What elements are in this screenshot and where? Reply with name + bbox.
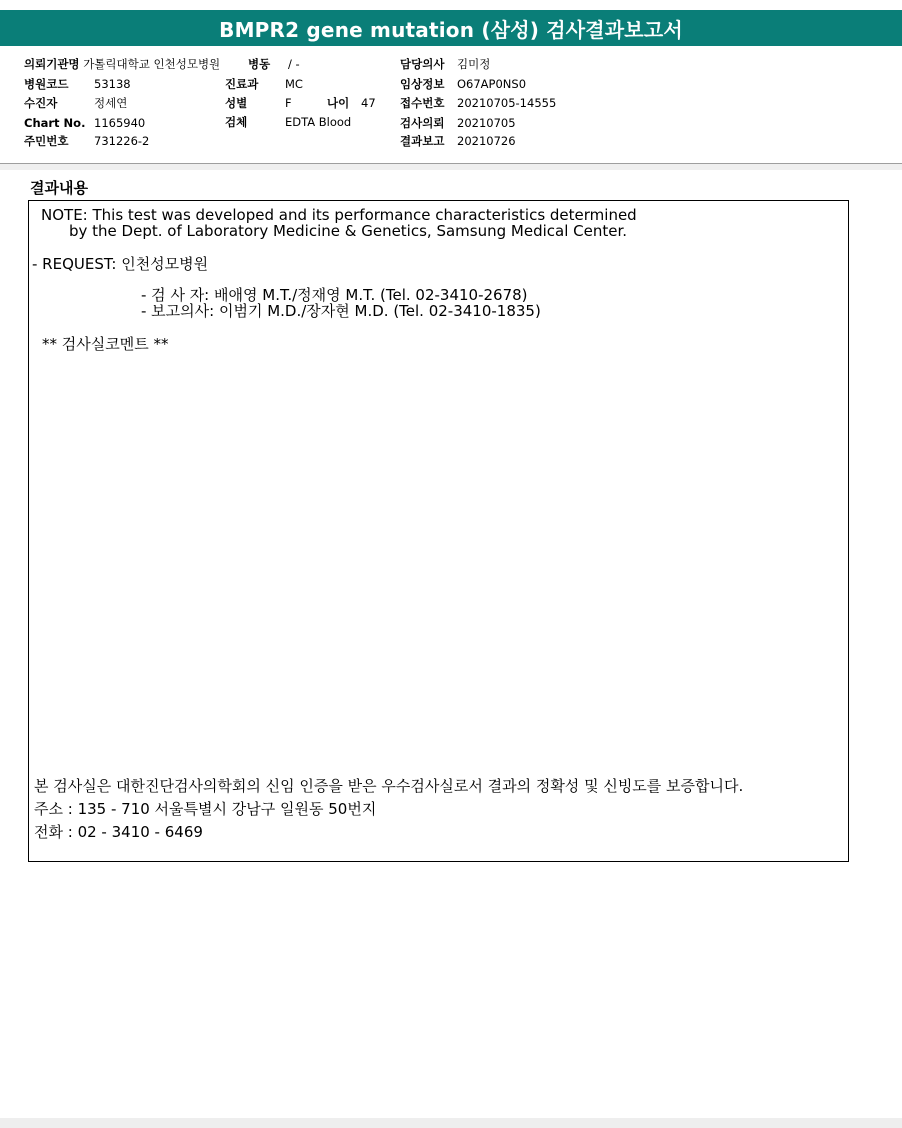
institution-value: 가톨릭대학교 인천성모병원 (83, 57, 221, 71)
ward-row (248, 57, 300, 71)
patient-label: 수진자 (24, 96, 58, 110)
chart-no-label: Chart No. (24, 116, 86, 130)
department-value: MC (285, 77, 303, 91)
request-date-label: 검사의뢰 (400, 116, 445, 130)
clinical-info-value: O67AP0NS0 (457, 77, 527, 91)
sex-row (225, 96, 292, 110)
hospital-code-value: 53138 (94, 77, 131, 91)
header-divider (0, 163, 902, 170)
receipt-no-label: 접수번호 (400, 96, 445, 110)
address-text: 주소 : 135 - 710 서울특별시 강남구 일원동 50번지 (34, 800, 377, 818)
age-value: 47 (361, 96, 376, 110)
resident-no-row (24, 134, 149, 148)
attending-value: 김미정 (457, 57, 491, 71)
attending-row (400, 57, 490, 71)
sex-value: F (285, 96, 292, 110)
ward-label: 병동 (248, 57, 271, 71)
clinical-info-row (400, 77, 526, 91)
receipt-no-row (400, 96, 556, 110)
patient-value: 정세연 (94, 96, 128, 110)
attending-label: 담당의사 (400, 57, 445, 71)
clinical-info-label: 임상정보 (400, 77, 445, 91)
department-row (225, 77, 303, 91)
lab-comment-heading: ** 검사실코멘트 ** (42, 335, 169, 353)
hospital-code-row (24, 77, 131, 91)
phone-text: 전화 : 02 - 3410 - 6469 (34, 823, 203, 841)
certification-text: 본 검사실은 대한진단검사의학회의 신임 인증을 받은 우수검사실로서 결과의 정확성 및 신빙도를 보증합니다. (34, 777, 744, 795)
institution-row (24, 57, 220, 71)
institution-label: 의뢰기관명 (24, 57, 80, 71)
chart-no-value: 1165940 (94, 116, 146, 130)
examiner-line: - 검 사 자: 배애영 M.T./정재영 M.T. (Tel. 02-3410-2678) (141, 286, 528, 304)
specimen-value: EDTA Blood (285, 115, 352, 129)
receipt-no-value: 20210705-14555 (457, 96, 557, 110)
result-section-title: 결과내용 (30, 179, 88, 197)
patient-row (24, 96, 127, 110)
chart-no-row (24, 116, 145, 130)
report-date-row (400, 134, 516, 148)
resident-no-label: 주민번호 (24, 134, 69, 148)
age-row (327, 96, 376, 110)
result-box (28, 200, 849, 862)
note-line-1: NOTE: This test was developed and its performance characteristics determined (41, 206, 637, 224)
report-date-label: 결과보고 (400, 134, 445, 148)
reporter-line: - 보고의사: 이범기 M.D./장자현 M.D. (Tel. 02-3410-1835) (141, 302, 541, 320)
ward-value: / - (288, 57, 300, 71)
request-line: - REQUEST: 인천성모병원 (32, 255, 209, 273)
bottom-strip (0, 1118, 902, 1128)
age-label: 나이 (327, 96, 350, 110)
specimen-row (225, 115, 351, 129)
report-date-value: 20210726 (457, 134, 516, 148)
request-date-value: 20210705 (457, 116, 516, 130)
request-date-row (400, 116, 516, 130)
department-label: 진료과 (225, 77, 259, 91)
note-line-2: by the Dept. of Laboratory Medicine & Genetics, Samsung Medical Center. (69, 222, 628, 240)
hospital-code-label: 병원코드 (24, 77, 69, 91)
report-title: BMPR2 gene mutation (삼성) 검사결과보고서 (0, 10, 902, 46)
sex-label: 성별 (225, 96, 248, 110)
specimen-label: 검체 (225, 115, 248, 129)
resident-no-value: 731226-2 (94, 134, 150, 148)
